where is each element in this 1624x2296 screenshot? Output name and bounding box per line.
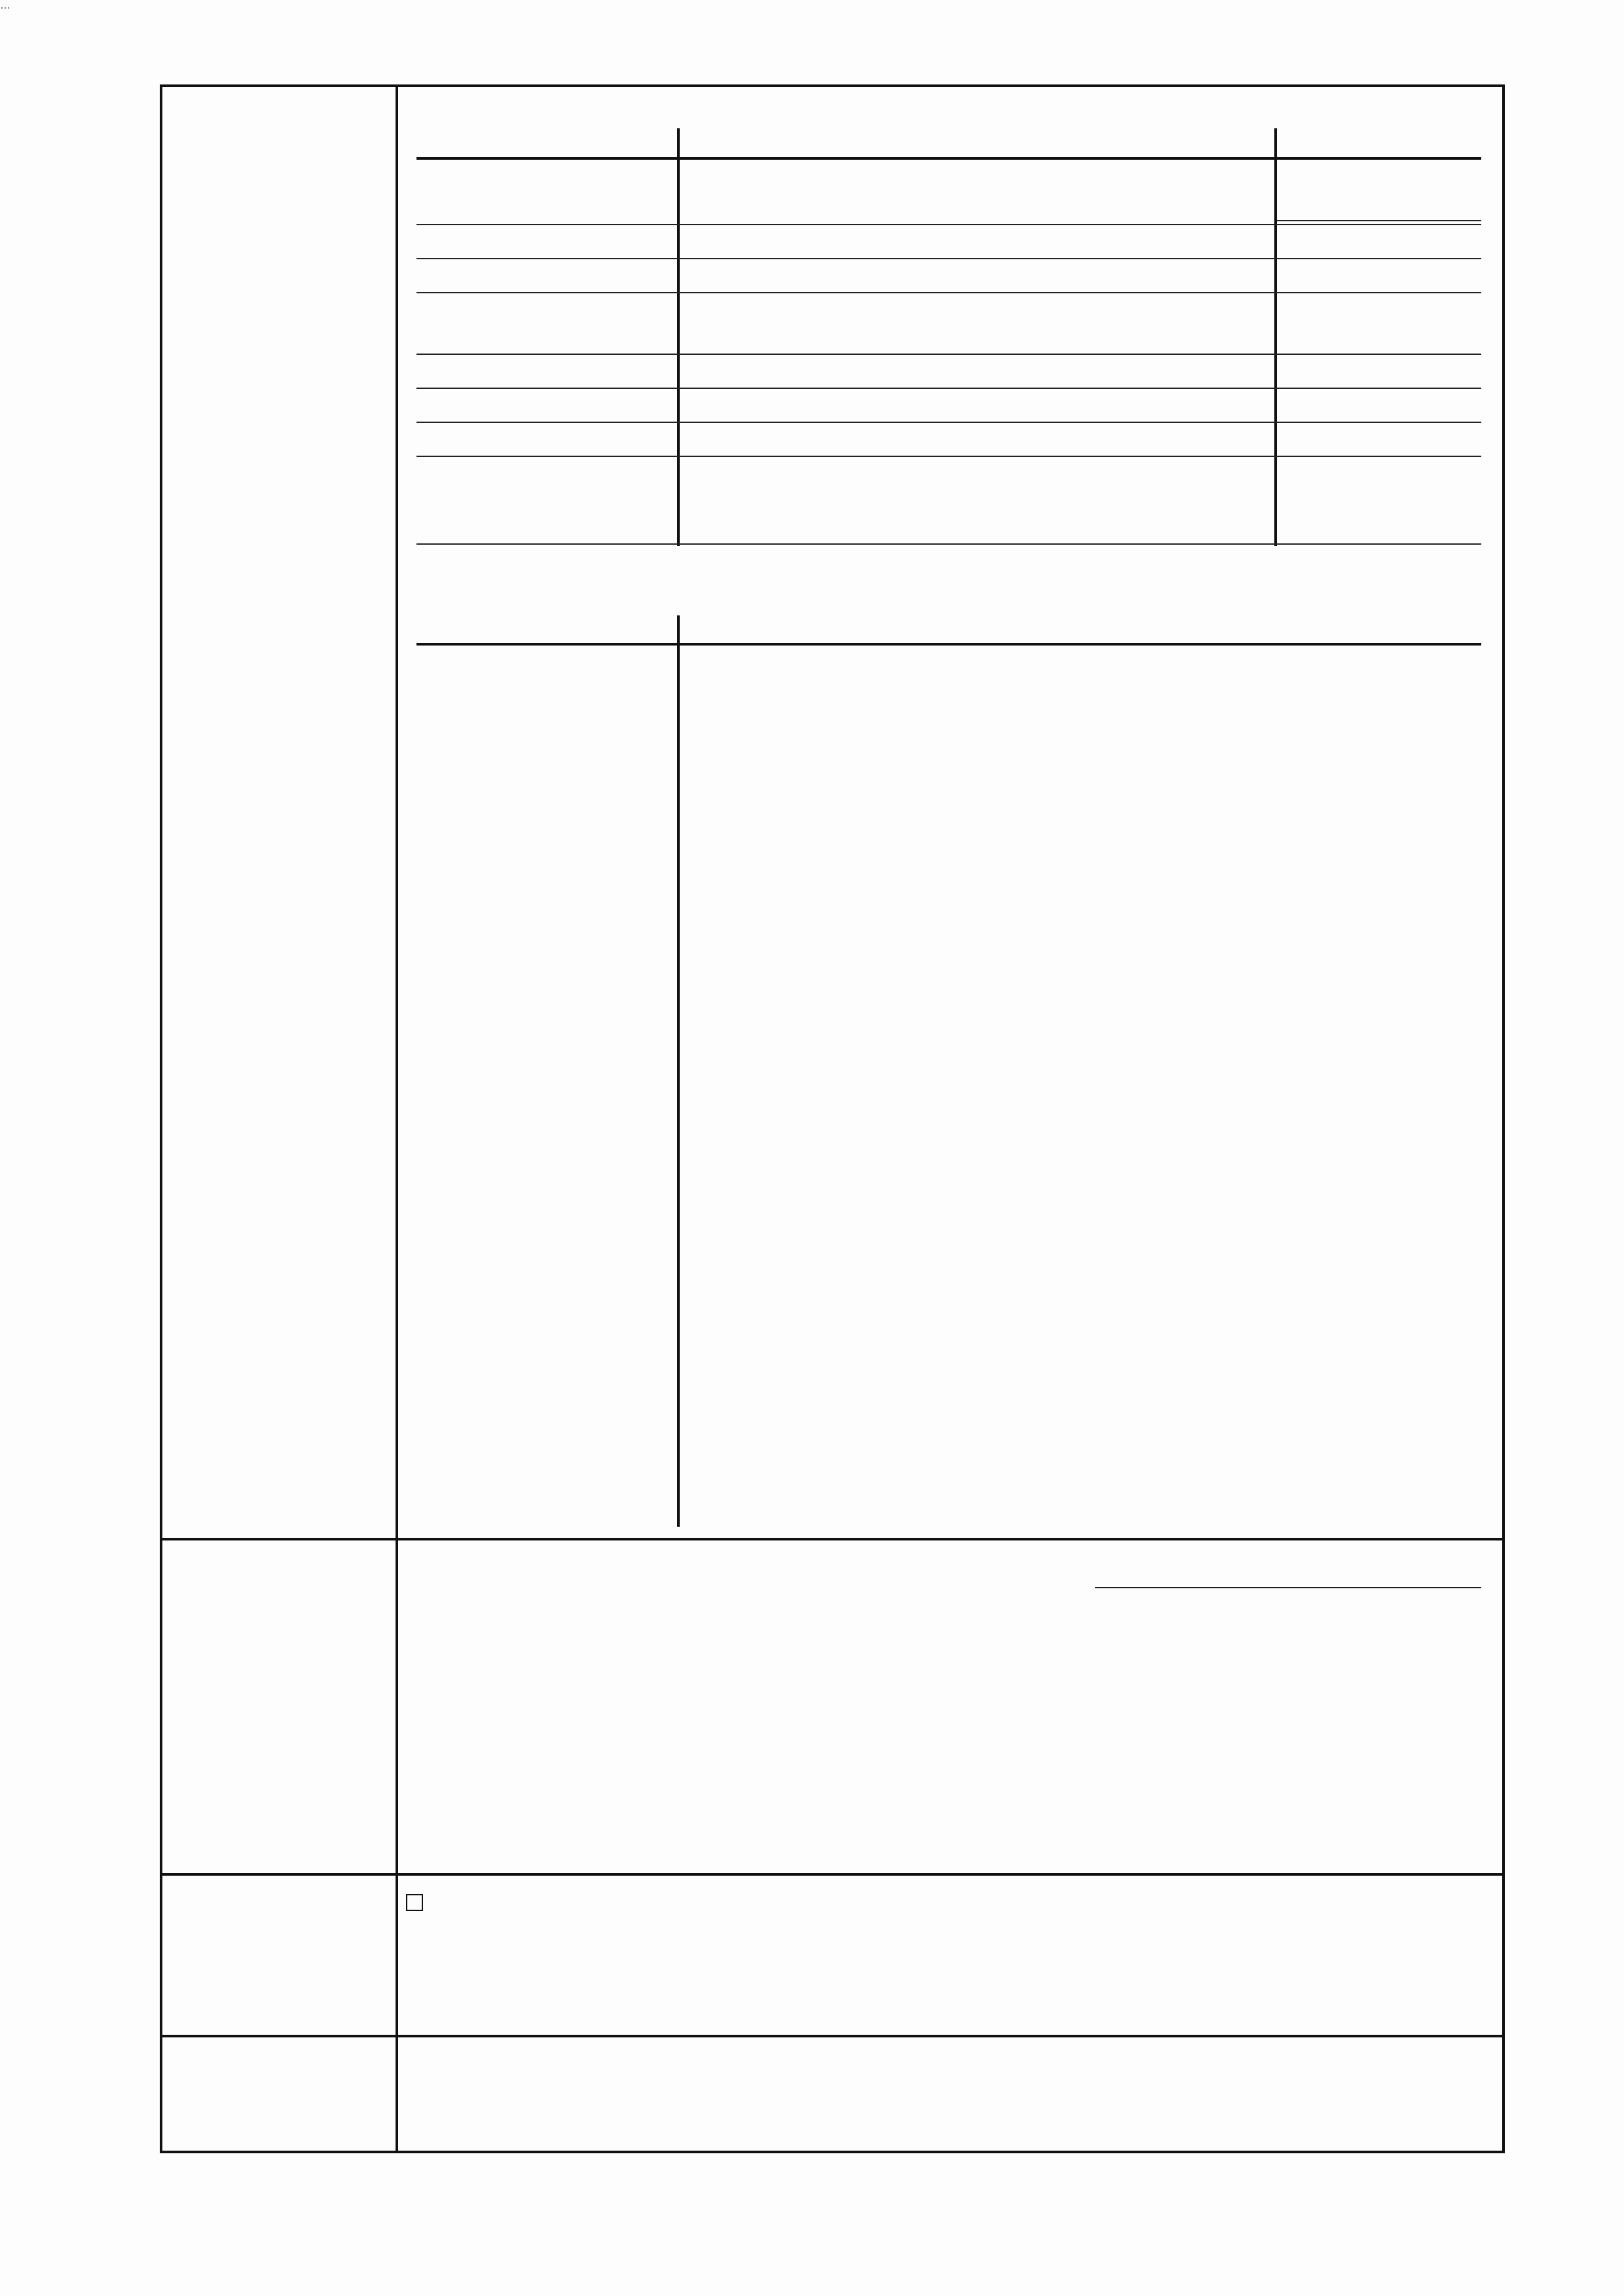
maintenance-col-separator-2 <box>1274 128 1277 546</box>
site-plan-checkbox[interactable] <box>406 1894 423 1911</box>
maintenance-row-rule <box>416 456 1481 457</box>
maintenance-row-rule <box>416 258 1481 259</box>
form-frame <box>160 84 1505 2153</box>
maintenance-row-rule <box>416 292 1481 293</box>
section-divider-vikatilanteet <box>160 1538 1505 1540</box>
maintenance-row-rule <box>416 543 1481 545</box>
maintenance-row-rule <box>416 388 1481 389</box>
maintenance-row-rule <box>416 224 1481 225</box>
maintenance-row-rule <box>416 354 1481 355</box>
maintenance-row-1-frequency-blank[interactable] <box>1277 220 1481 221</box>
maintenance-row-rule <box>416 422 1481 423</box>
faults-first-line-blank[interactable] <box>1095 1587 1481 1588</box>
instructions-header-rule <box>416 643 1481 646</box>
section-divider-liitteet <box>160 1873 1505 1876</box>
instructions-col-separator <box>677 615 680 1527</box>
form-page: … <box>0 0 1624 2296</box>
section-divider-paivittaminen <box>160 2035 1505 2037</box>
maintenance-header-rule <box>416 157 1481 160</box>
left-column-divider <box>396 84 398 2153</box>
maintenance-col-separator-1 <box>677 128 680 546</box>
